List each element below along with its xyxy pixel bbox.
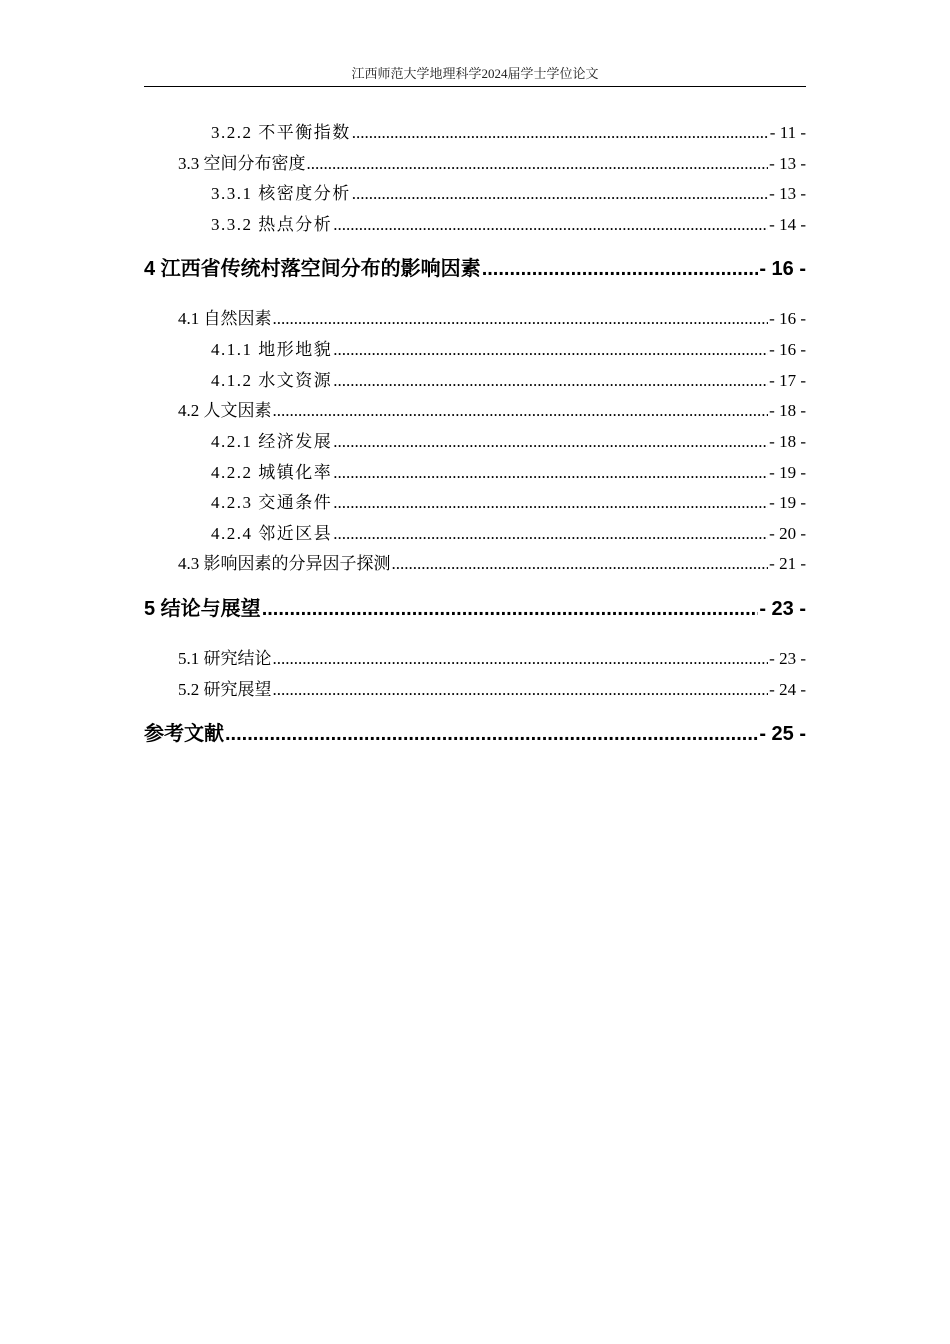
toc-entry-5-2[interactable] xyxy=(0,675,806,700)
toc-entry-4-1[interactable] xyxy=(0,304,806,329)
page-header: 江西师范大学地理科学2024届学士学位论文 xyxy=(351,66,599,81)
header-rule xyxy=(144,86,806,87)
toc-entry-3-3-1[interactable] xyxy=(0,179,806,204)
toc-leader xyxy=(333,463,768,483)
toc-entry-4-2-4[interactable] xyxy=(0,519,806,544)
toc-entry-5-1[interactable] xyxy=(0,644,806,669)
toc-page-number: - 23 - xyxy=(769,649,806,668)
toc-entry-chapter-4[interactable] xyxy=(0,252,806,281)
toc-page-number: - 18 - xyxy=(769,432,806,451)
toc-leader xyxy=(333,493,768,513)
toc-page-number: - 19 - xyxy=(769,463,806,482)
toc-page-number: - 19 - xyxy=(769,493,806,512)
toc-page-number: - 24 - xyxy=(769,680,806,699)
toc-entry-4-2-1[interactable] xyxy=(0,427,806,452)
toc-page-number: - 16 - xyxy=(769,309,806,328)
toc-entry-3-2-2[interactable] xyxy=(0,118,806,143)
toc-leader xyxy=(482,258,759,281)
toc-label: 4.1 自然因素 xyxy=(178,309,272,328)
toc-entry-4-2[interactable] xyxy=(0,396,806,421)
toc-page-number: - 20 - xyxy=(769,524,806,543)
toc-leader xyxy=(273,309,769,329)
toc-entry-4-3[interactable] xyxy=(0,549,806,574)
toc-page-number: - 16 - xyxy=(769,340,806,359)
toc-page-number: - 13 - xyxy=(769,184,806,203)
toc-entry-4-2-3[interactable] xyxy=(0,488,806,513)
toc-leader xyxy=(392,554,769,574)
toc-entry-4-1-1[interactable] xyxy=(0,335,806,360)
toc-entry-3-3-2[interactable] xyxy=(0,210,806,235)
toc-entry-4-1-2[interactable] xyxy=(0,366,806,391)
toc-leader xyxy=(273,649,769,669)
toc-page-number: - 21 - xyxy=(769,554,806,573)
toc-label: 4.2.4 邻近区县 xyxy=(211,524,333,543)
toc-label: 3.3 空间分布密度 xyxy=(178,154,306,173)
toc-page-number: - 17 - xyxy=(769,371,806,390)
toc-label: 4.3 影响因素的分异因子探测 xyxy=(178,554,391,573)
toc-label: 5.2 研究展望 xyxy=(178,680,272,699)
toc-entry-chapter-5[interactable] xyxy=(0,592,806,621)
toc-leader xyxy=(352,123,769,143)
toc-page-number: - 25 - xyxy=(759,723,806,745)
toc-entry-4-2-2[interactable] xyxy=(0,458,806,483)
toc-entry-3-3[interactable] xyxy=(0,149,806,174)
toc-label: 5 结论与展望 xyxy=(144,598,261,620)
toc-label: 4.2.3 交通条件 xyxy=(211,493,333,512)
toc-leader xyxy=(225,723,758,746)
toc-label: 3.2.2 不平衡指数 xyxy=(211,123,351,142)
toc-label: 4.1.2 水文资源 xyxy=(211,371,333,390)
toc-entry-references[interactable] xyxy=(0,717,806,746)
toc-page-number: - 18 - xyxy=(769,401,806,420)
toc-leader xyxy=(333,215,768,235)
toc-leader xyxy=(273,401,769,421)
toc-leader xyxy=(333,432,768,452)
toc-leader xyxy=(307,154,769,174)
toc-label: 5.1 研究结论 xyxy=(178,649,272,668)
toc-label: 3.3.2 热点分析 xyxy=(211,215,333,234)
toc-label: 3.3.1 核密度分析 xyxy=(211,184,351,203)
toc-page-number: - 11 - xyxy=(769,123,806,142)
toc-label: 4.2.1 经济发展 xyxy=(211,432,333,451)
toc-leader xyxy=(333,371,768,391)
toc-label: 4.2 人文因素 xyxy=(178,401,272,420)
toc-page-number: - 14 - xyxy=(769,215,806,234)
toc-label: 参考文献 xyxy=(144,723,224,745)
toc-label: 4.1.1 地形地貌 xyxy=(211,340,333,359)
toc-label: 4 江西省传统村落空间分布的影响因素 xyxy=(144,258,481,280)
toc-page-number: - 16 - xyxy=(759,258,806,280)
toc-leader xyxy=(262,598,759,621)
toc-leader xyxy=(273,680,769,700)
toc-leader xyxy=(333,340,768,360)
toc-page-number: - 23 - xyxy=(759,598,806,620)
toc-label: 4.2.2 城镇化率 xyxy=(211,463,333,482)
toc-page-number: - 13 - xyxy=(769,154,806,173)
toc-leader xyxy=(352,184,768,204)
toc-leader xyxy=(333,524,768,544)
